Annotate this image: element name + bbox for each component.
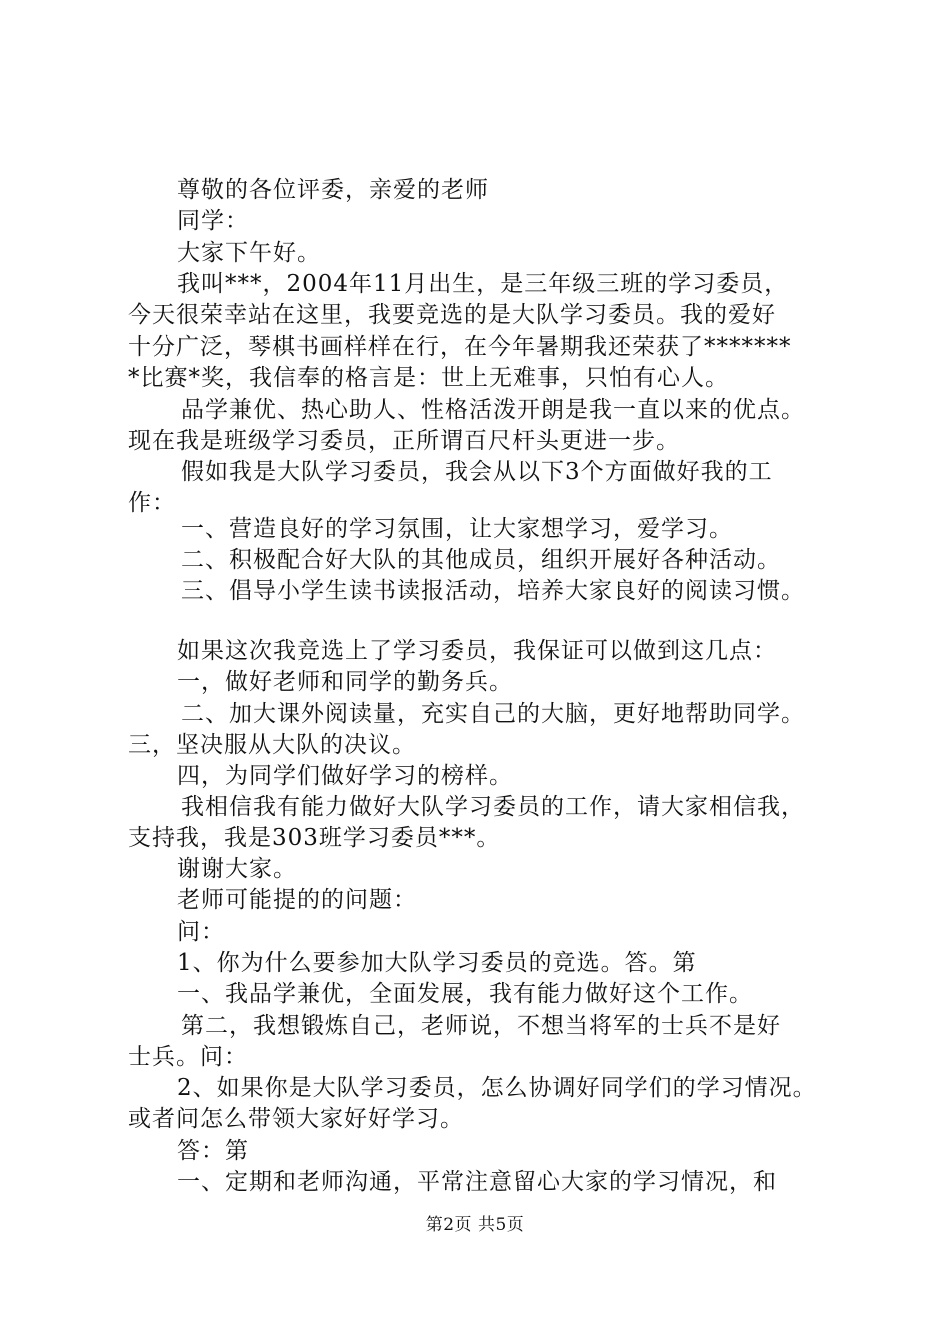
text-line: 我相信我有能力做好大队学习委员的工作，请大家相信我， [181,794,805,820]
text-line: 问： [177,919,225,945]
text-line: 第二，我想锻炼自己，老师说，不想当将军的士兵不是好 [181,1013,781,1039]
text-line: 2、如果你是大队学习委员，怎么协调好同学们的学习情况。 [177,1075,817,1101]
text-line: 十分广泛，琴棋书画样样在行，在今年暑期我还荣获了******* [128,334,792,360]
text-line: 二、积极配合好大队的其他成员，组织开展好各种活动。 [181,547,781,573]
text-line: 1、你为什么要参加大队学习委员的竞选。答。第 [177,950,697,976]
text-line: 一、我品学兼优，全面发展，我有能力做好这个工作。 [177,981,753,1007]
text-line: 士兵。问： [128,1044,248,1070]
text-line: 我叫***，2004年11月出生，是三年级三班的学习委员， [177,271,789,297]
text-line: 答：第 [177,1138,249,1164]
text-line: 尊敬的各位评委，亲爱的老师 [177,177,489,203]
text-line: 如果这次我竞选上了学习委员，我保证可以做到这几点： [177,638,777,664]
text-line: 一、定期和老师沟通，平常注意留心大家的学习情况，和 [177,1169,777,1195]
text-line: 大家下午好。 [177,240,321,266]
text-line: 同学： [177,208,249,234]
text-line: 品学兼优、热心助人、性格活泼开朗是我一直以来的优点。 [181,397,805,423]
text-line: 一、营造良好的学习氛围，让大家想学习，爱学习。 [181,516,733,542]
text-line: 谢谢大家。 [177,856,297,882]
text-line: 四，为同学们做好学习的榜样。 [177,763,513,789]
text-line: 支持我，我是303班学习委员***。 [128,825,501,851]
page-number-footer: 第2页 共5页 [425,1215,525,1235]
text-line: 二、加大课外阅读量，充实自己的大脑，更好地帮助同学。 [181,701,805,727]
text-line: 作： [128,490,176,516]
text-line: 今天很荣幸站在这里，我要竞选的是大队学习委员。我的爱好 [128,302,776,328]
text-line: 三、倡导小学生读书读报活动，培养大家良好的阅读习惯。 [181,578,805,604]
text-line: *比赛*奖，我信奉的格言是：世上无难事，只怕有心人。 [128,365,729,391]
text-line: 三，坚决服从大队的决议。 [128,732,416,758]
text-line: 或者问怎么带领大家好好学习。 [128,1106,464,1132]
text-line: 现在我是班级学习委员，正所谓百尺杆头更进一步。 [128,428,680,454]
text-line: 一，做好老师和同学的勤务兵。 [177,669,513,695]
text-line: 老师可能提的的问题： [177,887,417,913]
text-line: 假如我是大队学习委员，我会从以下3个方面做好我的工 [181,459,773,485]
